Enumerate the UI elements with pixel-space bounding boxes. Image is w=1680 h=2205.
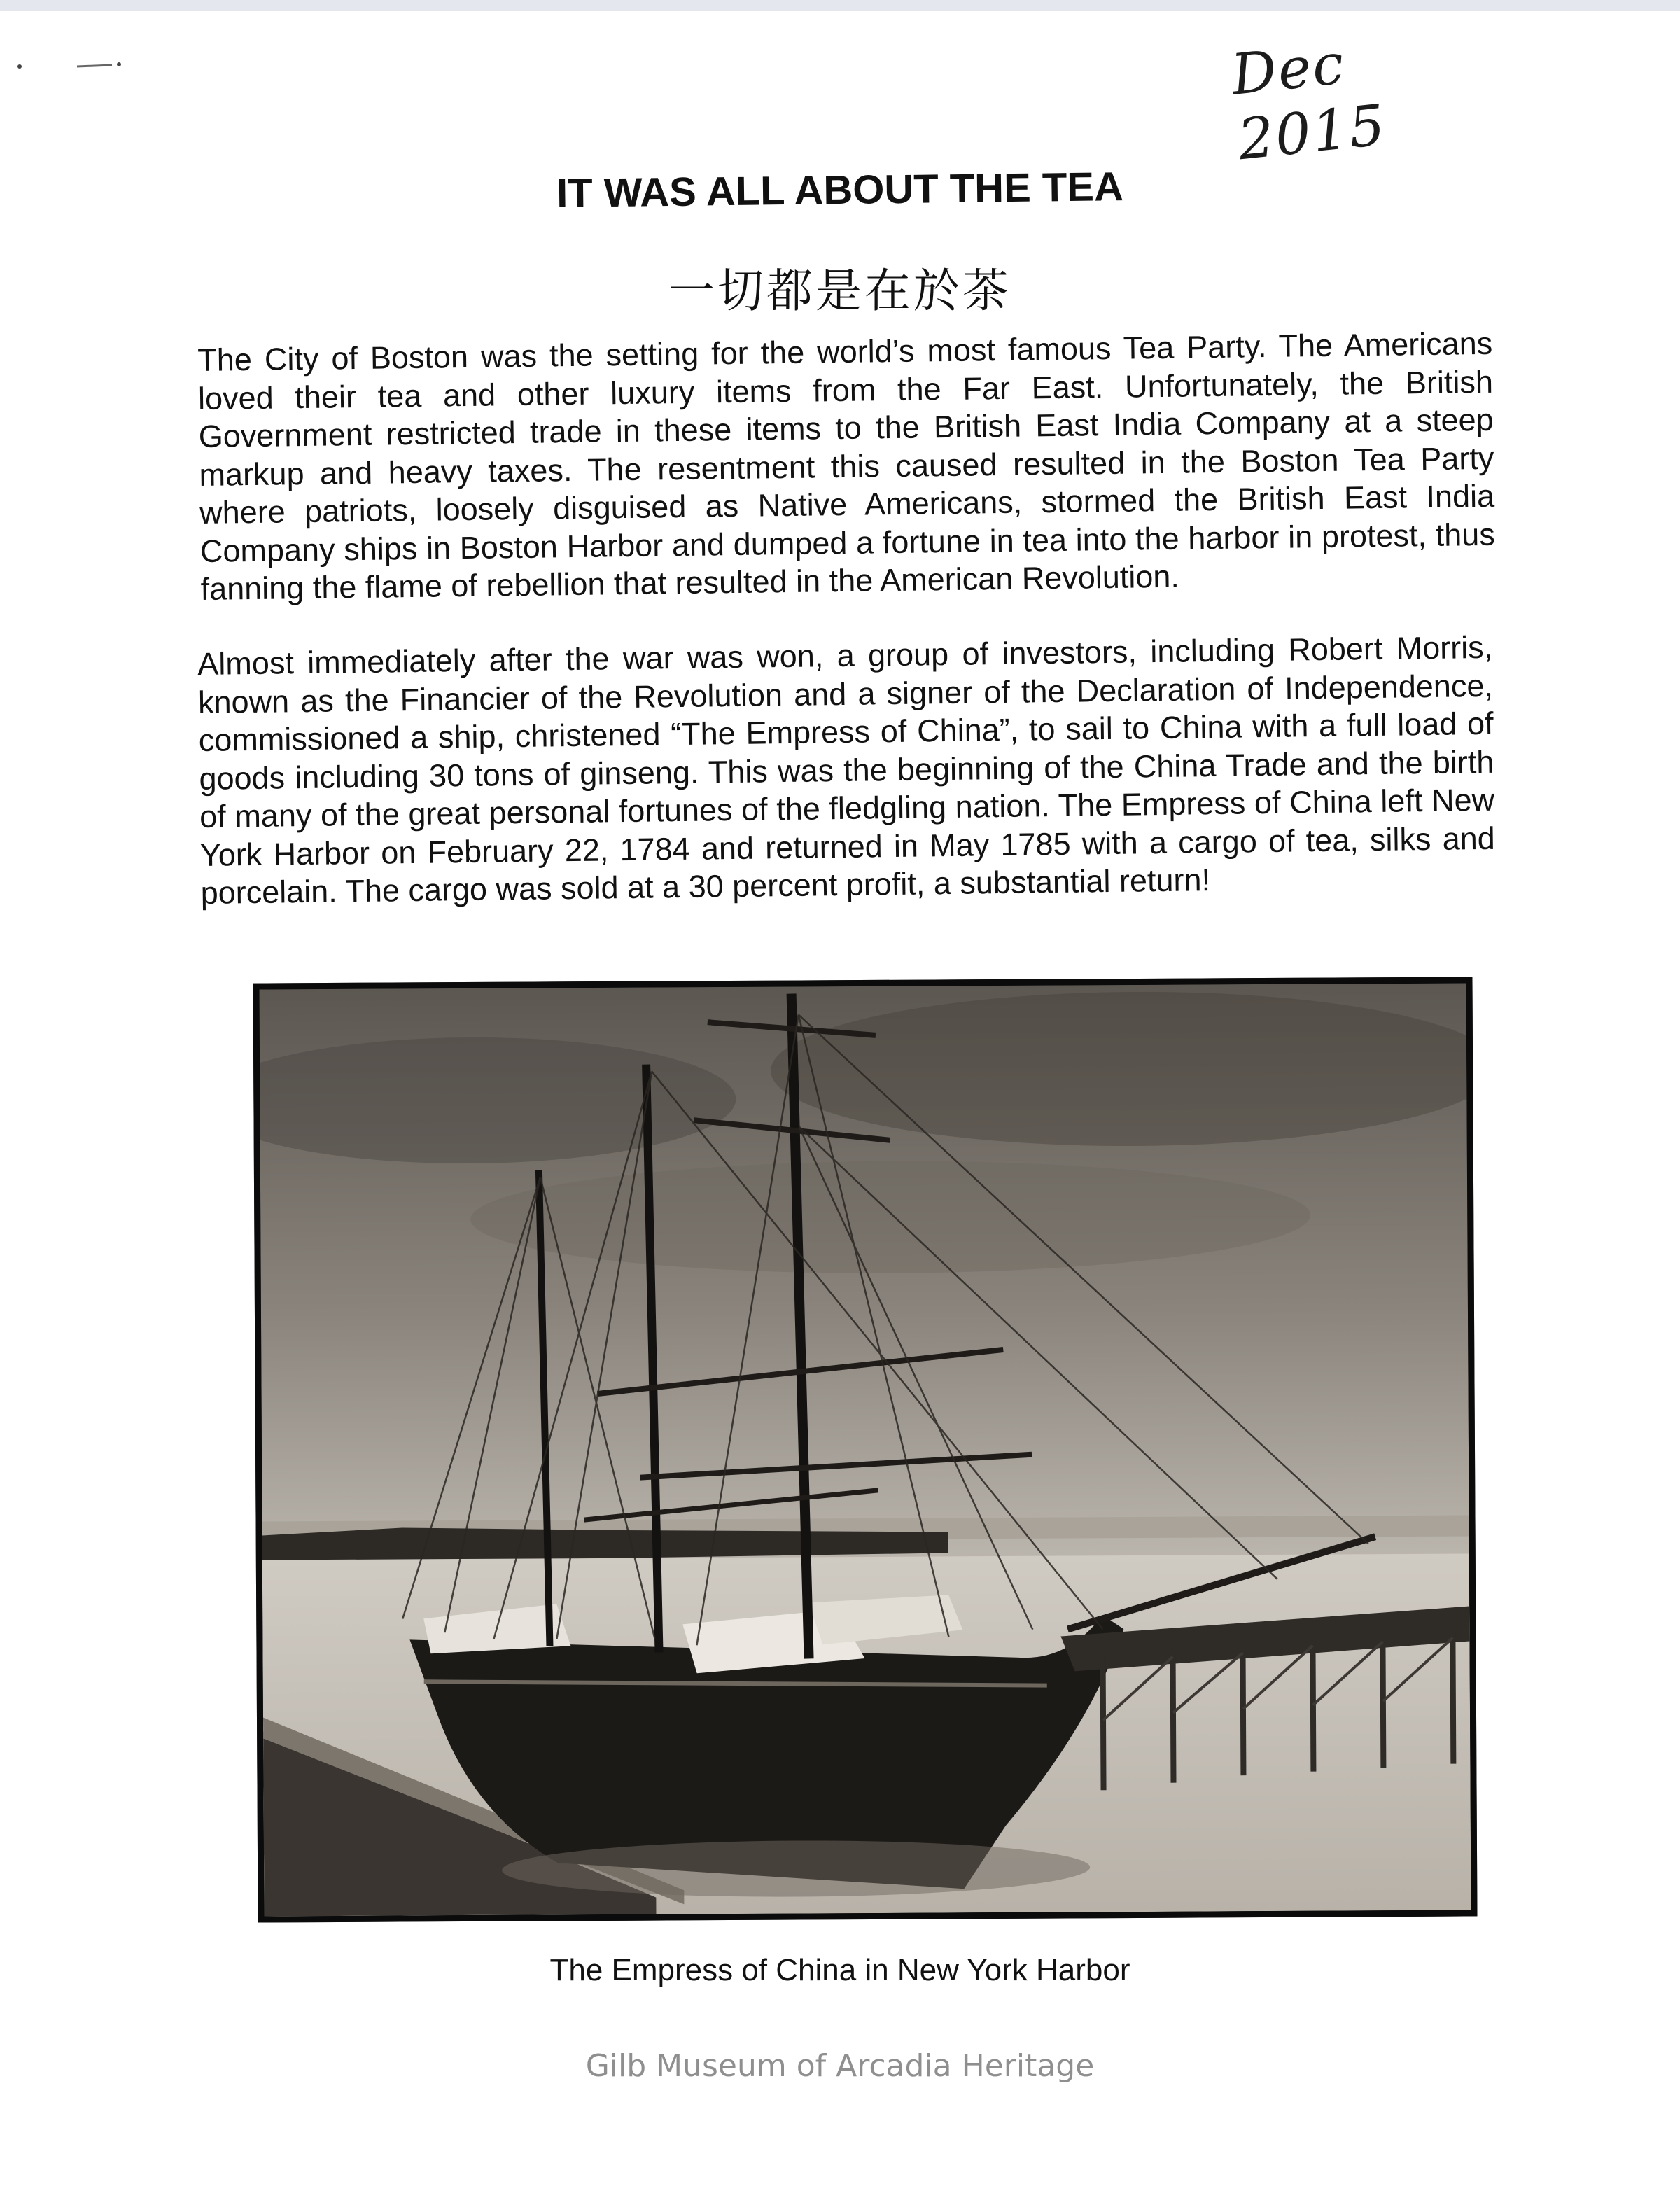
ship-photograph [253,976,1477,1922]
scan-top-edge [0,0,1680,11]
paragraph-boston-tea-party: The City of Boston was the setting for the world’s most famous Tea Party. The Americans loved their tea and other luxury items from the Far East. Unfortunately, the British Government restricted trade in these items to the British East India Company at a steep markup and heavy taxes. The resentment this caused resulted in the Boston Tea Party where patriots, loosely disguised as Native Americans, stormed the British East India Company ships in Boston Harbor and dumped a fortune in tea into the harbor in protest, thus fanning the flame of rebellion that resulted in the American Revolution. [197,325,1496,607]
page-title: IT WAS ALL ABOUT THE TEA [556,164,1124,216]
museum-watermark: Gilb Museum of Arcadia Heritage [585,2048,1095,2084]
photo-caption: The Empress of China in New York Harbor [550,1953,1130,1987]
ship-illustration [260,983,1471,1916]
paragraph-empress-of-china: Almost immediately after the war was won, a group of investors, including Robert Morris, known as the Financier of the Revolution and a signer of the Declaration of Independence, commissioned a ship, christened “The Empress of China”, to sail to China with a full load of goods including 30 tons of ginseng. This was the beginning of the China Trade and the birth of many of the great personal fortunes of the fledgling nation. The Empress of China left New York Harbor on February 22, 1784 and returned in May 1785 with a cargo of tea, silks and porcelain. The cargo was sold at a 30 percent profit, a substantial return! [197,629,1496,911]
scan-specks [14,59,126,74]
handwritten-date-note: Dec 2015 [1228,31,1390,173]
chinese-subtitle: 一切都是在於茶 [668,264,1011,318]
